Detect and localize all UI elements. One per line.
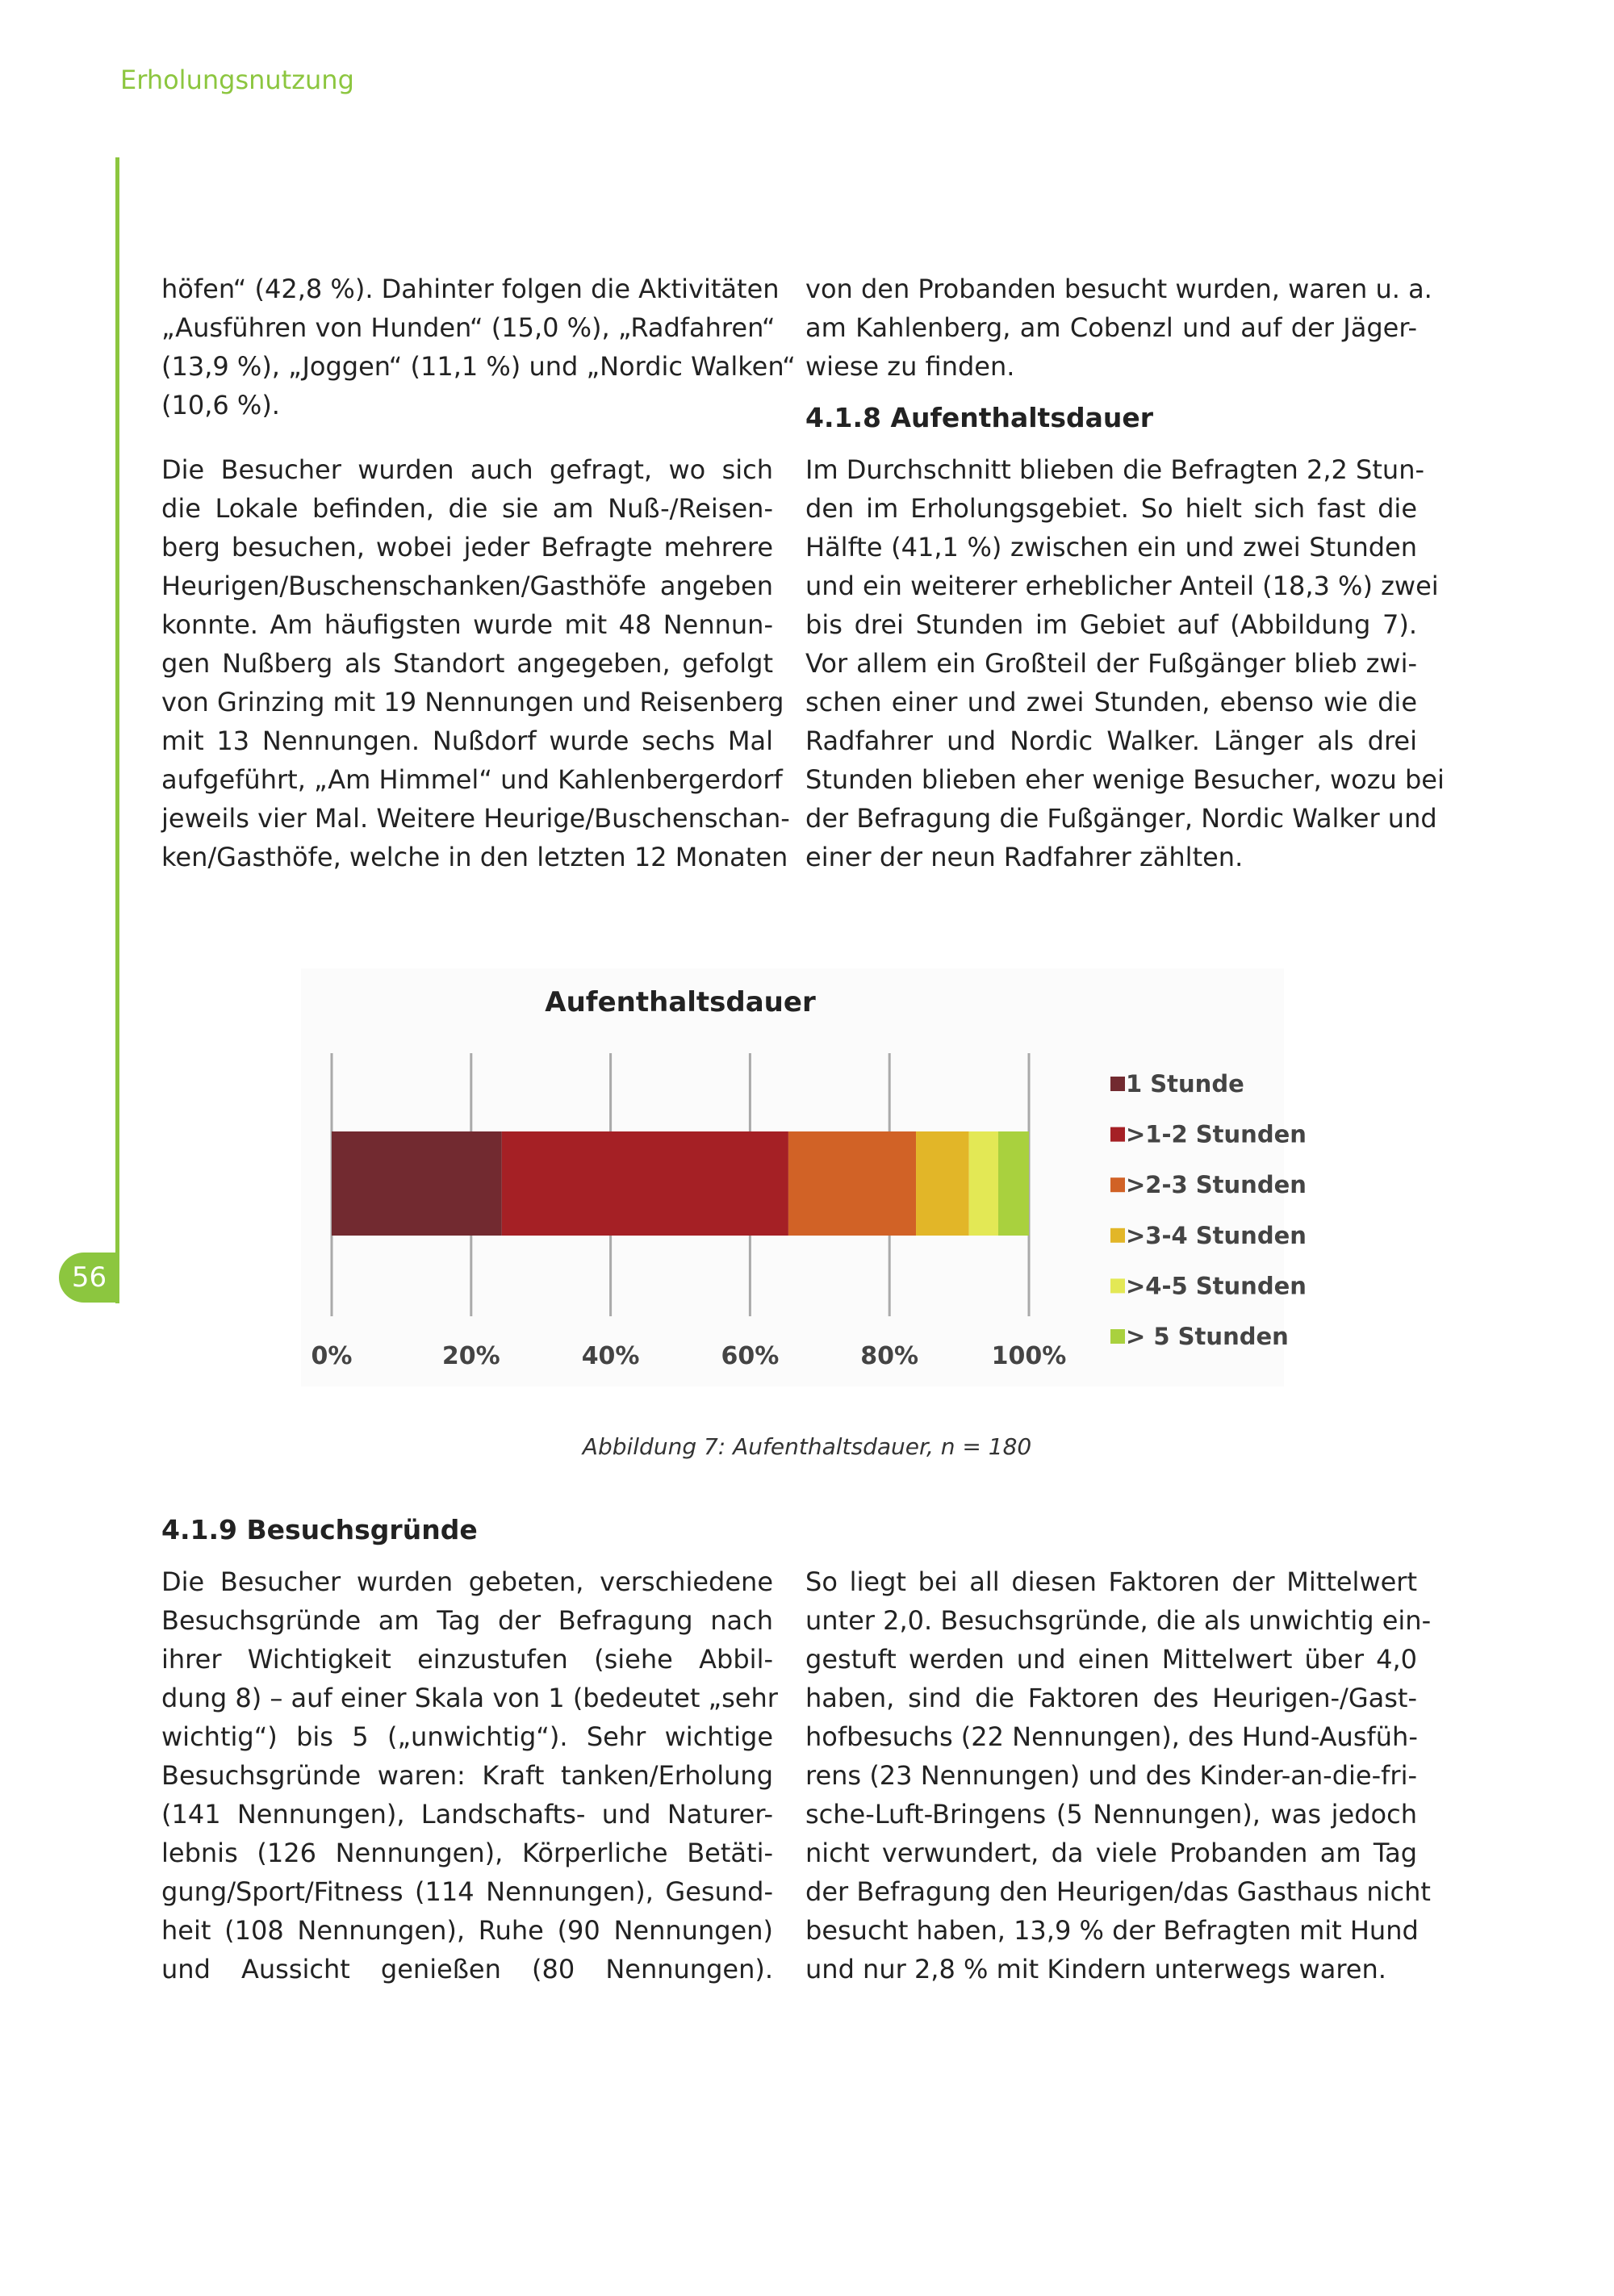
- chart-title: Aufenthaltsdauer: [545, 986, 816, 1018]
- x-tick-label: 60%: [721, 1342, 780, 1370]
- text-line: Besuchsgründe am Tag der Befragung nach: [161, 1605, 773, 1636]
- text-line: haben, sind die Faktoren des Heurigen-/Gast-: [805, 1683, 1417, 1713]
- text-line: rens (23 Nennungen) und des Kinder-an-die-fri-: [805, 1760, 1417, 1791]
- text-line: wichtig“) bis 5 („unwichtig“). Sehr wichtige: [161, 1721, 773, 1752]
- legend-swatch: [1110, 1127, 1125, 1142]
- text-line: schen einer und zwei Stunden, ebenso wie die: [805, 687, 1417, 717]
- text-line: gestuft werden und einen Mittelwert über 4,0: [805, 1644, 1417, 1675]
- left-paragraph-2: [161, 450, 790, 876]
- text-line: höfen“ (42,8 %). Dahinter folgen die Aktivitäten: [161, 274, 780, 304]
- section-heading-418: 4.1.8 Aufenthaltsdauer: [805, 402, 1154, 433]
- legend-swatch: [1110, 1329, 1125, 1344]
- text-line: (141 Nennungen), Landschafts- und Naturer-: [161, 1799, 773, 1830]
- text-line: jeweils vier Mal. Weitere Heurige/Buschenschan-: [161, 803, 790, 834]
- text-line: konnte. Am häufigsten wurde mit 48 Nennun-: [161, 609, 773, 640]
- text-line: am Kahlenberg, am Cobenzl und auf der Jäger-: [805, 312, 1417, 343]
- text-line: Hälfte (41,1 %) zwischen ein und zwei Stunden: [805, 532, 1417, 562]
- right-paragraph-2: [805, 450, 1445, 876]
- bar-segment-5: [998, 1131, 1029, 1236]
- page-number: 56: [59, 1253, 119, 1303]
- text-line: heit (108 Nennungen), Ruhe (90 Nennungen): [161, 1915, 773, 1946]
- text-line: einer der neun Radfahrer zählten.: [805, 842, 1244, 872]
- legend-label: > 5 Stunden: [1126, 1323, 1289, 1350]
- text-line: ihrer Wichtigkeit einzustufen (siehe Abbil-: [161, 1644, 773, 1675]
- text-line: Radfahrer und Nordic Walker. Länger als drei: [805, 726, 1417, 756]
- text-line: Besuchsgründe waren: Kraft tanken/Erholung: [161, 1760, 773, 1791]
- right-paragraph-1: [805, 270, 1432, 386]
- text-line: nicht verwundert, da viele Probanden am Tag: [805, 1838, 1417, 1868]
- legend-swatch: [1110, 1077, 1125, 1091]
- legend-label: 1 Stunde: [1126, 1070, 1244, 1098]
- legend-label: >4-5 Stunden: [1126, 1272, 1307, 1300]
- text-line: unter 2,0. Besuchsgründe, die als unwichtig ein-: [805, 1605, 1432, 1636]
- text-line: den im Erholungsgebiet. So hielt sich fast die: [805, 493, 1417, 524]
- text-line: ken/Gasthöfe, welche in den letzten 12 Monaten: [161, 842, 788, 872]
- legend-swatch: [1110, 1228, 1125, 1243]
- text-line: und ein weiterer erheblicher Anteil (18,3 %) zwei: [805, 571, 1439, 601]
- text-line: „Ausführen von Hunden“ (15,0 %), „Radfahren“: [161, 312, 776, 343]
- x-tick-label: 20%: [441, 1342, 500, 1370]
- text-line: Vor allem ein Großteil der Fußgänger blieb zwi-: [805, 648, 1417, 679]
- text-line: der Befragung die Fußgänger, Nordic Walker und: [805, 803, 1437, 834]
- text-line: besucht haben, 13,9 % der Befragten mit Hund: [805, 1915, 1419, 1946]
- legend-label: >3-4 Stunden: [1126, 1221, 1307, 1249]
- text-line: dung 8) – auf einer Skala von 1 (bedeutet „sehr: [161, 1683, 778, 1713]
- text-line: der Befragung den Heurigen/das Gasthaus nicht: [805, 1876, 1431, 1907]
- left-paragraph-1: [161, 270, 796, 424]
- legend-swatch: [1110, 1278, 1125, 1293]
- bar-segment-4: [969, 1131, 998, 1236]
- x-tick-label: 0%: [311, 1342, 353, 1370]
- section-heading-419: 4.1.9 Besuchsgründe: [161, 1514, 478, 1545]
- text-line: Heurigen/Buschenschanken/Gasthöfe angeben: [161, 571, 773, 601]
- text-line: und nur 2,8 % mit Kindern unterwegs waren.: [805, 1954, 1386, 1984]
- text-line: sche-Luft-Bringens (5 Nennungen), was jedoch: [805, 1799, 1417, 1830]
- text-line: So liegt bei all diesen Faktoren der Mittelwert: [805, 1566, 1417, 1597]
- bar-segment-2: [788, 1131, 916, 1236]
- text-line: gung/Sport/Fitness (114 Nennungen), Gesund-: [161, 1876, 773, 1907]
- x-tick-label: 40%: [581, 1342, 640, 1370]
- legend-label: >2-3 Stunden: [1126, 1171, 1307, 1199]
- text-line: (10,6 %).: [161, 390, 280, 420]
- legend-label: >1-2 Stunden: [1126, 1120, 1307, 1148]
- text-line: Die Besucher wurden auch gefragt, wo sich: [161, 454, 773, 485]
- bar-segment-1: [502, 1131, 788, 1236]
- text-line: wiese zu finden.: [805, 351, 1015, 382]
- text-line: Stunden blieben eher wenige Besucher, wozu bei: [805, 764, 1445, 795]
- text-line: berg besuchen, wobei jeder Befragte mehrere: [161, 532, 773, 562]
- text-line: mit 13 Nennungen. Nußdorf wurde sechs Mal: [161, 726, 773, 756]
- figure-caption: Abbildung 7: Aufenthaltsdauer, n = 180: [582, 1433, 1032, 1460]
- section-419-left-paragraph: [161, 1562, 778, 1989]
- text-line: von Grinzing mit 19 Nennungen und Reisenberg: [161, 687, 784, 717]
- text-line: Die Besucher wurden gebeten, verschiedene: [161, 1566, 773, 1597]
- bar-segment-0: [332, 1131, 502, 1236]
- text-line: Im Durchschnitt blieben die Befragten 2,2 Stun-: [805, 454, 1425, 485]
- margin-rule: [115, 157, 119, 1303]
- text-line: die Lokale befinden, die sie am Nuß-/Reisen-: [161, 493, 773, 524]
- legend-swatch: [1110, 1177, 1125, 1192]
- text-line: und Aussicht genießen (80 Nennungen).: [161, 1954, 773, 1984]
- x-tick-label: 80%: [860, 1342, 919, 1370]
- running-title: Erholungsnutzung: [120, 65, 354, 95]
- text-line: gen Nußberg als Standort angegeben, gefolgt: [161, 648, 773, 679]
- text-line: (13,9 %), „Joggen“ (11,1 %) und „Nordic Walken“: [161, 351, 796, 382]
- section-419-right-paragraph: [805, 1562, 1432, 1989]
- text-line: von den Probanden besucht wurden, waren u. a.: [805, 274, 1432, 304]
- x-tick-label: 100%: [991, 1342, 1067, 1370]
- text-line: lebnis (126 Nennungen), Körperliche Betäti-: [161, 1838, 773, 1868]
- text-line: aufgeführt, „Am Himmel“ und Kahlenbergerdorf: [161, 764, 783, 795]
- text-line: bis drei Stunden im Gebiet auf (Abbildung 7).: [805, 609, 1417, 640]
- stay-duration-chart: [301, 968, 1307, 1386]
- text-line: hofbesuchs (22 Nennungen), des Hund-Ausfüh-: [805, 1721, 1418, 1752]
- bar-segment-3: [916, 1131, 969, 1236]
